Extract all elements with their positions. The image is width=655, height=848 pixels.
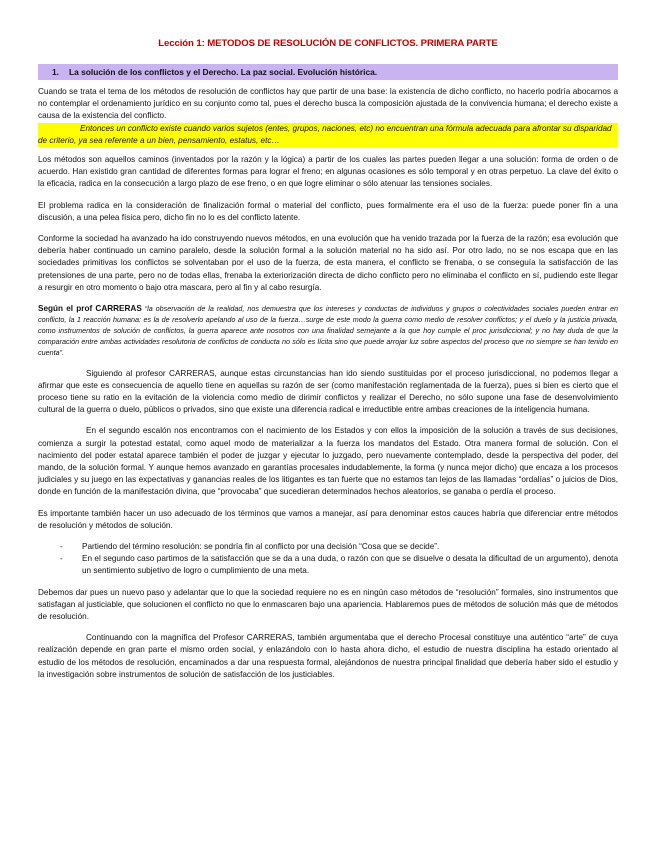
list-item-text: En el segundo caso partimos de la satisfacción que se da a una duda, o razón con que se disuelve o desata la dificultad de un argumento), denota un sentimiento subjetivo de logro o cumplimiento de una meta.	[82, 554, 618, 576]
highlighted-definition: Entonces un conflicto existe cuando varios sujetos (entes, grupos, naciones, etc) no encuentran una fórmula adecuada para afrontar su disparidad de criterio, ya sea referente a un bien, pensamiento, estatus, etc…	[38, 123, 618, 147]
paragraph-society-evolution: Conforme la sociedad ha avanzado ha ido construyendo nuevos métodos, en una evolución que ha venido trazada por la fuerza de la razón; esa evolución que debería haber continuado un camino paralelo, desde la solución formal a la solución material no ha sido así. Por otro lado, no se nos escapa que en las sociedades primitivas los conflictos se solventaban por el uso de la fuerza, de esta manera, el conflicto se frenaba, o se conseguía la satisfacción de las pretensiones de una parte, pero no de todas ellas, frenaba la exteriorización directa de dicho conflicto pero no eliminaba el conflicto en sí, pudiendo este llegar a resurgir en otro momento o bajo otra mascara, pero al fin y al cabo resurgía.	[38, 234, 618, 292]
paragraph-carreras-follow: Siguiendo al profesor CARRERAS, aunque estas circunstancias han ido siendo sustituidas por el proceso jurisdiccional, no podemos llegar a afirmar que este es consecuencia de aquello tiene en aquellas su razón de ser (como manifestación reglamentada de la fuerza), pues si bien es cierto que el proceso tiene su ratio en la evitación de la violencia como medio de dirimir conflictos y realizar el Derecho, no sólo supone una fase de desenvolvimiento cultural de la guerra o duelo, públicos o privados, sino que existe una diferencia radical e irreductible entre ambas creaciones de la inteligencia humana.	[38, 368, 618, 415]
paragraph-terminology: Es importante también hacer un uso adecuado de los términos que vamos a manejar, así para denominar estos cauces habría que diferenciar entre métodos de resolución y métodos de solución.	[38, 508, 618, 530]
paragraph-problem: El problema radica en la consideración de finalización formal o material del conflicto, pues formalmente era el uso de la fuerza: puede poner fin a una discusión, a una pelea física pero, dicho fin no lo es del conflicto latente.	[38, 200, 618, 222]
paragraph-carreras-quote	[38, 303, 618, 358]
section-heading-text: La solución de los conflictos y el Derecho. La paz social. Evolución histórica.	[69, 67, 378, 77]
section-number: 1.	[52, 67, 59, 77]
paragraph-procedural-art: Continuando con la magnífica del Profesor CARRERAS, también argumentaba que el derecho Procesal constituye una auténtico “arte” de cuya realización depende en gran parte el mismo orden social, y enlazándolo con lo hasta ahora dicho, el estudio de nuestra disciplina ha estado orientado al estudio de los métodos de resolución, encaminados a dar una respuesta formal, alejándonos de nuestra principal finalidad que debería haber sido el estudio y la investigación sobre instrumentos de solución de satisfacción de los justiciables.	[38, 633, 618, 679]
paragraph-state-birth: En el segundo escalón nos encontramos con el nacimiento de los Estados y con ellos la imposición de la solución a través de sus decisiones, comienza a surgir la potestad estatal, como aquel modo de materializar a la fuerza los mandatos del Estado. Otra manera formal de solución. Con el nacimiento del poder estatal aparece también el poder de juzgar y ejecutar lo juzgado, pero nuevamente contemplado, desde la perspectiva del poder, del mando, de la solución formal. Y aunque hemos avanzado en garantías procesales indudablemente, la forma (y nunca mejor dicho) que encaza a los procesos judiciales y su juego en las expectativas y ganancias reales de los litigantes es tan fuerte que no estamos tan lejos de las llamadas “ordalías” o juicios de Dios, donde en función de la manifestación divina, que “provocaba” que sucedieran determinados hechos aleatorios, se ganaba o perdía el proceso.	[38, 426, 618, 497]
bullet-dash: -	[60, 541, 63, 551]
section-heading	[38, 64, 618, 80]
bullet-dash: -	[60, 554, 63, 564]
quote-lead: Según el prof CARRERAS	[38, 304, 142, 314]
list-item-text: Partiendo del término resolución: se pondría fin al conflicto por una decisión “Cosa que se decide”.	[82, 541, 440, 551]
list-item	[38, 553, 618, 577]
terms-list	[38, 541, 618, 578]
quote-text: “la observación de la realidad, nos demuestra que los intereses y conductas de individuos y grupos o colectividades sociales pueden entrar en conflicto, la 1 reacción humana: es la de resolverlo apelando al uso de la fuerza…surge de este modo la guerra como medio de resolver conflictos; y el duelo y la justicia privada, como instrumentos de solución de conflictos, la guerra aparece ante nosotros con una finalidad semejante a la que hoy cumple el proc jurisdiccional; y no hay duda de que la comparación entre ambas actividades resolutoria de conflictos de conducta no sólo es lícita sino que puede arrojar luz sobre aspectos del proceso que no siempre se han tenido en cuenta”.	[38, 304, 618, 358]
page-title: Lección 1: METODOS DE RESOLUCIÓN DE CONFLICTOS. PRIMERA PARTE	[158, 38, 498, 49]
paragraph-conflict-base: Cuando se trata el tema de los métodos de resolución de conflictos hay que partir de una base: la existencia de dicho conflicto, no hacerlo podría abocarnos a no contemplar el ordenamiento jurídico en su conjunto como tal, pues el derecho busca la composición ajustada de la convivencia humana; el derecho existe a causa de la existencia del conflicto.	[38, 87, 618, 121]
list-item	[38, 541, 618, 553]
paragraph-new-step: Debemos dar pues un nuevo paso y adelantar que lo que la sociedad requiere no es en ningún caso métodos de “resolución” formales, sino instrumentos que satisfagan al justiciable, que solucionen el conflicto no que lo enmascaren bajo una apariencia. Hablaremos pues de métodos de solución más que de métodos de resolución.	[38, 587, 618, 621]
paragraph-methods: Los métodos son aquellos caminos (inventados por la razón y la lógica) a partir de los cuales las partes pueden llegar a una solución: forma de orden o de acuerdo. Han existido gran cantidad de diferentes formas para lograr el freno; en algunas ocasiones es sólo temporal y en otras perpetuo. La clave del éxito o la eficacia, radica en la consecución a largo plazo de ese freno, o en que logre eliminar o sólo atenuar las tensiones sociales.	[38, 155, 618, 189]
document-page	[38, 38, 618, 690]
